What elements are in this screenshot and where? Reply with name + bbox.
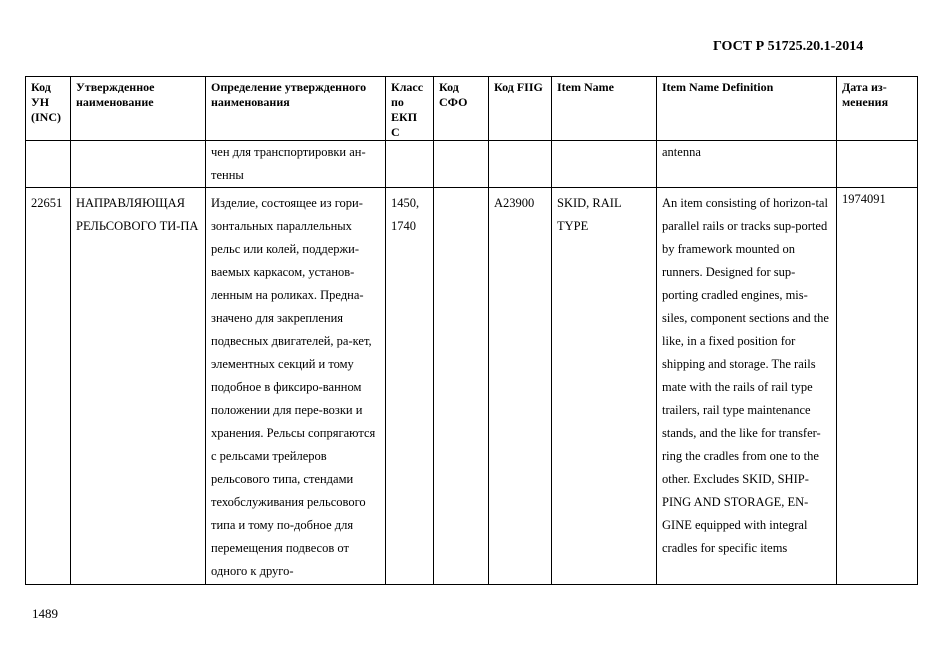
cell-item-name: SKID, RAIL TYPE [552, 188, 657, 585]
cell-empty [26, 141, 71, 188]
cell-empty [434, 141, 489, 188]
cell-definition-en-continued: antenna [657, 141, 837, 188]
column-header-fiig: Код FIIG [489, 77, 552, 141]
cell-change-date: 1974091 [837, 188, 918, 585]
cell-empty [489, 141, 552, 188]
cell-name-ru: НАПРАВЛЯЮЩАЯ РЕЛЬСОВОГО ТИ-ПА [71, 188, 206, 585]
column-header-sfo: Код СФО [434, 77, 489, 141]
cell-sfo [434, 188, 489, 585]
column-header-item-name: Item Name [552, 77, 657, 141]
column-header-approved-name: Утвержденное наименование [71, 77, 206, 141]
column-header-change-date: Дата из-менения [837, 77, 918, 141]
cell-fiig: A23900 [489, 188, 552, 585]
cell-empty [552, 141, 657, 188]
column-header-inc: Код УН (INC) [26, 77, 71, 141]
item-name-table [25, 76, 918, 585]
column-header-item-definition: Item Name Definition [657, 77, 837, 141]
table-header-row [26, 77, 918, 141]
column-header-definition: Определение утвержденного наименования [206, 77, 386, 141]
column-header-class: Класс по ЕКП С [386, 77, 434, 141]
page-number: 1489 [32, 606, 58, 621]
cell-empty [71, 141, 206, 188]
cell-empty [837, 141, 918, 188]
cell-class: 1450, 1740 [386, 188, 434, 585]
table-row [26, 188, 918, 585]
table-row-continuation [26, 141, 918, 188]
cell-definition-ru: Изделие, состоящее из гори-зонтальных параллельных рельс или колей, поддержи-ваемых каркасом, установ-ленным на роликах. Предна-значено для закрепления подвесных двигателей, ра-кет, элементных секций и тому подобное в фиксиро-ванном положении для пере-возки и хранения. Рельсы сопрягаются с рельсами трейлеров рельсового типа, стендами техобслуживания рельсового типа и тому по-добное для перемещения подвесов от одного к друго- [206, 188, 386, 585]
cell-item-definition: An item consisting of horizon-tal parallel rails or tracks sup-ported by framework mounted on runners. Designed for sup-porting cradled engines, mis-siles, component sections and the like, in a fixed position for shipping and storage. The rails mate with the rails of rail type trailers, rail type maintenance stands, and the like for transfer-ring the cradles from one to the other. Excludes SKID, SHIP-PING AND STORAGE, EN-GINE equipped with integral cradles for specific items [657, 188, 837, 585]
document-standard-number: ГОСТ Р 51725.20.1-2014 [713, 39, 864, 54]
cell-empty [386, 141, 434, 188]
cell-definition-ru-continued: чен для транспортировки ан-тенны [206, 141, 386, 188]
cell-inc: 22651 [26, 188, 71, 585]
